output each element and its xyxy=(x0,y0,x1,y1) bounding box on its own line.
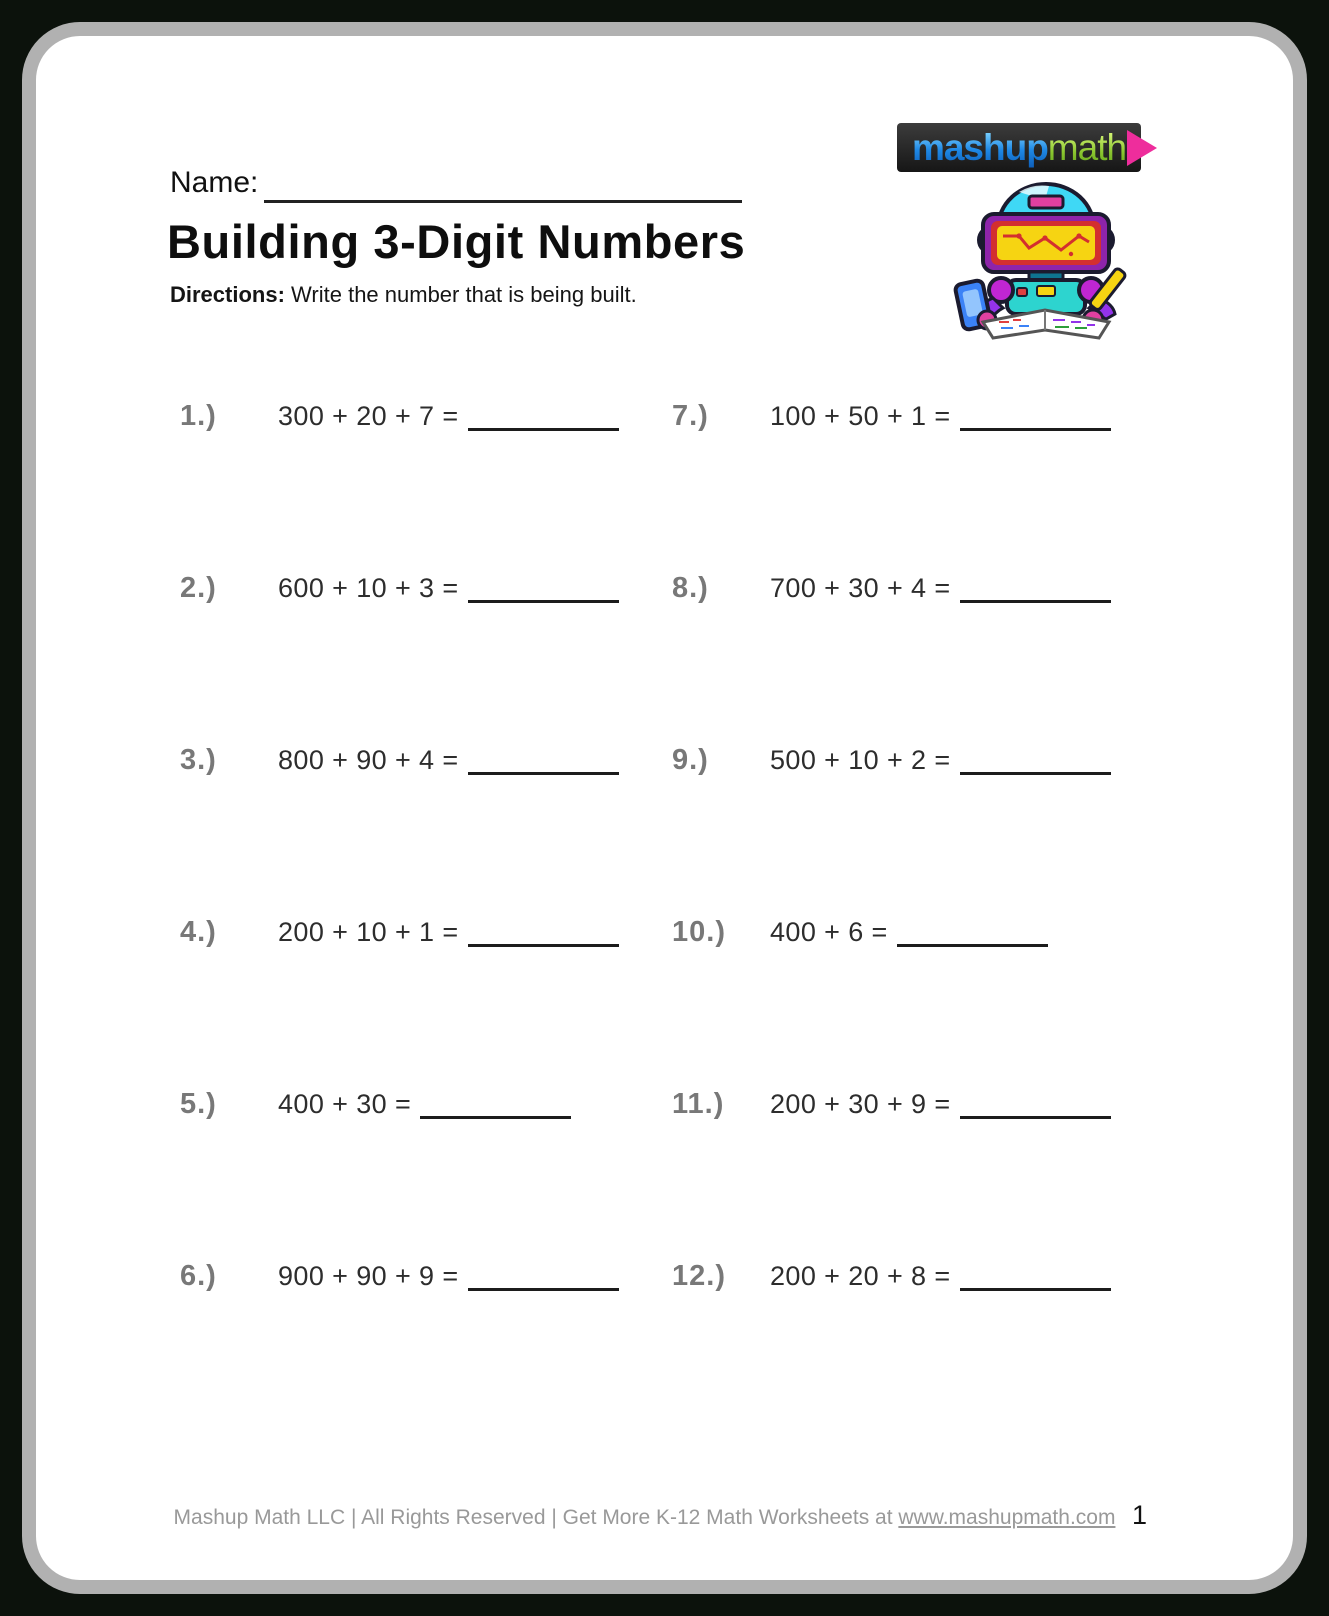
problem-number: 9.) xyxy=(672,744,709,776)
problem-expression: 800 + 90 + 4 = xyxy=(278,745,459,775)
problem-row-8 xyxy=(672,572,1111,744)
answer-blank[interactable] xyxy=(420,1100,571,1119)
answer-blank[interactable] xyxy=(960,756,1111,775)
answer-blank[interactable] xyxy=(468,584,619,603)
problem-row-6 xyxy=(180,1260,672,1432)
problem-row-7 xyxy=(672,400,1111,572)
problem-row-1 xyxy=(180,400,672,572)
problem-expression: 600 + 10 + 3 = xyxy=(278,573,459,603)
answer-blank[interactable] xyxy=(468,1272,619,1291)
problems-grid xyxy=(180,400,1111,1432)
footer-link[interactable]: www.mashupmath.com xyxy=(898,1506,1116,1529)
problem-number: 12.) xyxy=(672,1260,726,1292)
robot-writing-illustration xyxy=(941,170,1151,340)
answer-blank[interactable] xyxy=(960,1272,1111,1291)
problem-row-2 xyxy=(180,572,672,744)
problem-row-3 xyxy=(180,744,672,916)
name-blank-field[interactable] xyxy=(264,170,742,203)
answer-blank[interactable] xyxy=(897,928,1048,947)
name-row xyxy=(170,166,742,200)
problem-number: 5.) xyxy=(180,1088,217,1120)
answer-blank[interactable] xyxy=(960,412,1111,431)
problem-expression: 400 + 6 = xyxy=(770,917,888,947)
footer-text: Mashup Math LLC | All Rights Reserved | Get More K-12 Math Worksheets at xyxy=(173,1506,899,1529)
problem-row-12 xyxy=(672,1260,1111,1432)
problem-expression: 500 + 10 + 2 = xyxy=(770,745,951,775)
problem-expression: 300 + 20 + 7 = xyxy=(278,401,459,431)
answer-blank[interactable] xyxy=(960,1100,1111,1119)
directions-text: Write the number that is being built. xyxy=(284,282,637,307)
footer xyxy=(36,1506,1293,1530)
page-number: 1 xyxy=(1132,1500,1148,1530)
answer-blank[interactable] xyxy=(468,412,619,431)
page-title: Building 3-Digit Numbers xyxy=(167,215,746,268)
mashupmath-logo xyxy=(897,123,1141,172)
problem-number: 8.) xyxy=(672,572,709,604)
problem-number: 10.) xyxy=(672,916,726,948)
directions-label: Directions: xyxy=(170,282,285,307)
play-triangle-icon xyxy=(1127,130,1157,166)
problem-number: 2.) xyxy=(180,572,217,604)
problem-row-5 xyxy=(180,1088,672,1260)
problem-row-11 xyxy=(672,1088,1111,1260)
worksheet-page xyxy=(22,22,1307,1594)
problem-expression: 100 + 50 + 1 = xyxy=(770,401,951,431)
problem-number: 3.) xyxy=(180,744,217,776)
problem-row-4 xyxy=(180,916,672,1088)
problem-number: 11.) xyxy=(672,1088,725,1120)
problem-number: 4.) xyxy=(180,916,217,948)
problem-row-10 xyxy=(672,916,1111,1088)
problem-number: 1.) xyxy=(180,400,217,432)
problem-expression: 400 + 30 = xyxy=(278,1089,412,1119)
directions xyxy=(170,282,637,308)
logo-word-mashup: mashup xyxy=(911,126,1048,168)
answer-blank[interactable] xyxy=(960,584,1111,603)
problem-expression: 900 + 90 + 9 = xyxy=(278,1261,459,1291)
answer-blank[interactable] xyxy=(468,928,619,947)
answer-blank[interactable] xyxy=(468,756,619,775)
problem-expression: 700 + 30 + 4 = xyxy=(770,573,951,603)
problem-row-9 xyxy=(672,744,1111,916)
problem-expression: 200 + 20 + 8 = xyxy=(770,1261,951,1291)
problem-expression: 200 + 30 + 9 = xyxy=(770,1089,951,1119)
problem-expression: 200 + 10 + 1 = xyxy=(278,917,459,947)
logo-word-math: math xyxy=(1047,126,1127,168)
problem-number: 7.) xyxy=(672,400,709,432)
problem-number: 6.) xyxy=(180,1260,217,1292)
name-label: Name: xyxy=(170,166,259,199)
